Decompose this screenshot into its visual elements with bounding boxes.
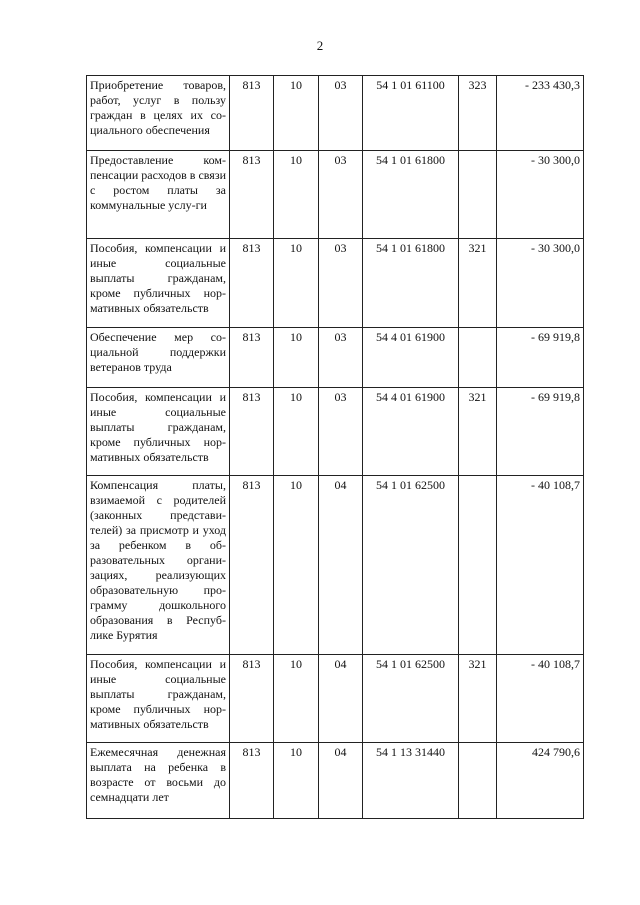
section-code-cell: 10 xyxy=(274,239,319,328)
target-article-cell: 54 1 01 61800 xyxy=(363,151,459,239)
item-name-cell: Пособия, компенсации и иные социальные выплаты гражданам, кроме публичных нор-мативных обязательств xyxy=(87,388,230,476)
expense-type-cell: 323 xyxy=(459,76,497,151)
table-row xyxy=(87,743,584,819)
expense-type-cell: 321 xyxy=(459,239,497,328)
subsection-code-cell: 03 xyxy=(319,328,363,388)
department-code-cell: 813 xyxy=(230,743,274,819)
amount-cell: - 40 108,7 xyxy=(497,655,584,743)
item-name-cell: Предоставление ком-пенсации расходов в связи с ростом платы за коммунальные услу-ги xyxy=(87,151,230,239)
section-code-cell: 10 xyxy=(274,76,319,151)
page-number: 2 xyxy=(316,38,324,53)
amount-cell: - 30 300,0 xyxy=(497,239,584,328)
department-code-cell: 813 xyxy=(230,76,274,151)
department-code-cell: 813 xyxy=(230,655,274,743)
department-code-cell: 813 xyxy=(230,151,274,239)
amount-cell: - 30 300,0 xyxy=(497,151,584,239)
subsection-code-cell: 03 xyxy=(319,76,363,151)
subsection-code-cell: 03 xyxy=(319,239,363,328)
section-code-cell: 10 xyxy=(274,388,319,476)
item-name-cell: Компенсация платы, взимаемой с родителей (законных представи-телей) за присмотр и уход за ребенком в об-разовательных органи-зациях, реализующих образовательную про-грамму дошкольного образования в Респуб-лике Бурятия xyxy=(87,476,230,655)
subsection-code-cell: 04 xyxy=(319,655,363,743)
expense-type-cell xyxy=(459,743,497,819)
subsection-code-cell: 04 xyxy=(319,476,363,655)
department-code-cell: 813 xyxy=(230,388,274,476)
target-article-cell: 54 1 01 62500 xyxy=(363,476,459,655)
amount-cell: 424 790,6 xyxy=(497,743,584,819)
expense-type-cell xyxy=(459,476,497,655)
section-code-cell: 10 xyxy=(274,151,319,239)
item-name-cell: Приобретение товаров, работ, услуг в пользу граждан в целях их со-циального обеспечения xyxy=(87,76,230,151)
item-name-cell: Обеспечение мер со-циальной поддержки ветеранов труда xyxy=(87,328,230,388)
amount-cell: - 69 919,8 xyxy=(497,388,584,476)
subsection-code-cell: 03 xyxy=(319,151,363,239)
target-article-cell: 54 1 01 62500 xyxy=(363,655,459,743)
section-code-cell: 10 xyxy=(274,328,319,388)
target-article-cell: 54 1 13 31440 xyxy=(363,743,459,819)
section-code-cell: 10 xyxy=(274,655,319,743)
table-row xyxy=(87,76,584,151)
item-name-cell: Пособия, компенсации и иные социальные выплаты гражданам, кроме публичных нор-мативных обязательств xyxy=(87,655,230,743)
table-row xyxy=(87,655,584,743)
expense-type-cell: 321 xyxy=(459,388,497,476)
department-code-cell: 813 xyxy=(230,239,274,328)
target-article-cell: 54 1 01 61800 xyxy=(363,239,459,328)
table-row xyxy=(87,328,584,388)
amount-cell: - 40 108,7 xyxy=(497,476,584,655)
budget-table-body xyxy=(87,76,584,819)
item-name-cell: Ежемесячная денежная выплата на ребенка в возрасте от восьми до семнадцати лет xyxy=(87,743,230,819)
item-name-cell: Пособия, компенсации и иные социальные выплаты гражданам, кроме публичных нор-мативных обязательств xyxy=(87,239,230,328)
subsection-code-cell: 03 xyxy=(319,388,363,476)
table-row xyxy=(87,239,584,328)
target-article-cell: 54 1 01 61100 xyxy=(363,76,459,151)
amount-cell: - 69 919,8 xyxy=(497,328,584,388)
expense-type-cell: 321 xyxy=(459,655,497,743)
department-code-cell: 813 xyxy=(230,328,274,388)
section-code-cell: 10 xyxy=(274,743,319,819)
budget-table xyxy=(86,75,584,819)
expense-type-cell xyxy=(459,151,497,239)
table-row xyxy=(87,476,584,655)
target-article-cell: 54 4 01 61900 xyxy=(363,328,459,388)
department-code-cell: 813 xyxy=(230,476,274,655)
expense-type-cell xyxy=(459,328,497,388)
table-row xyxy=(87,388,584,476)
subsection-code-cell: 04 xyxy=(319,743,363,819)
amount-cell: - 233 430,3 xyxy=(497,76,584,151)
table-row xyxy=(87,151,584,239)
section-code-cell: 10 xyxy=(274,476,319,655)
target-article-cell: 54 4 01 61900 xyxy=(363,388,459,476)
